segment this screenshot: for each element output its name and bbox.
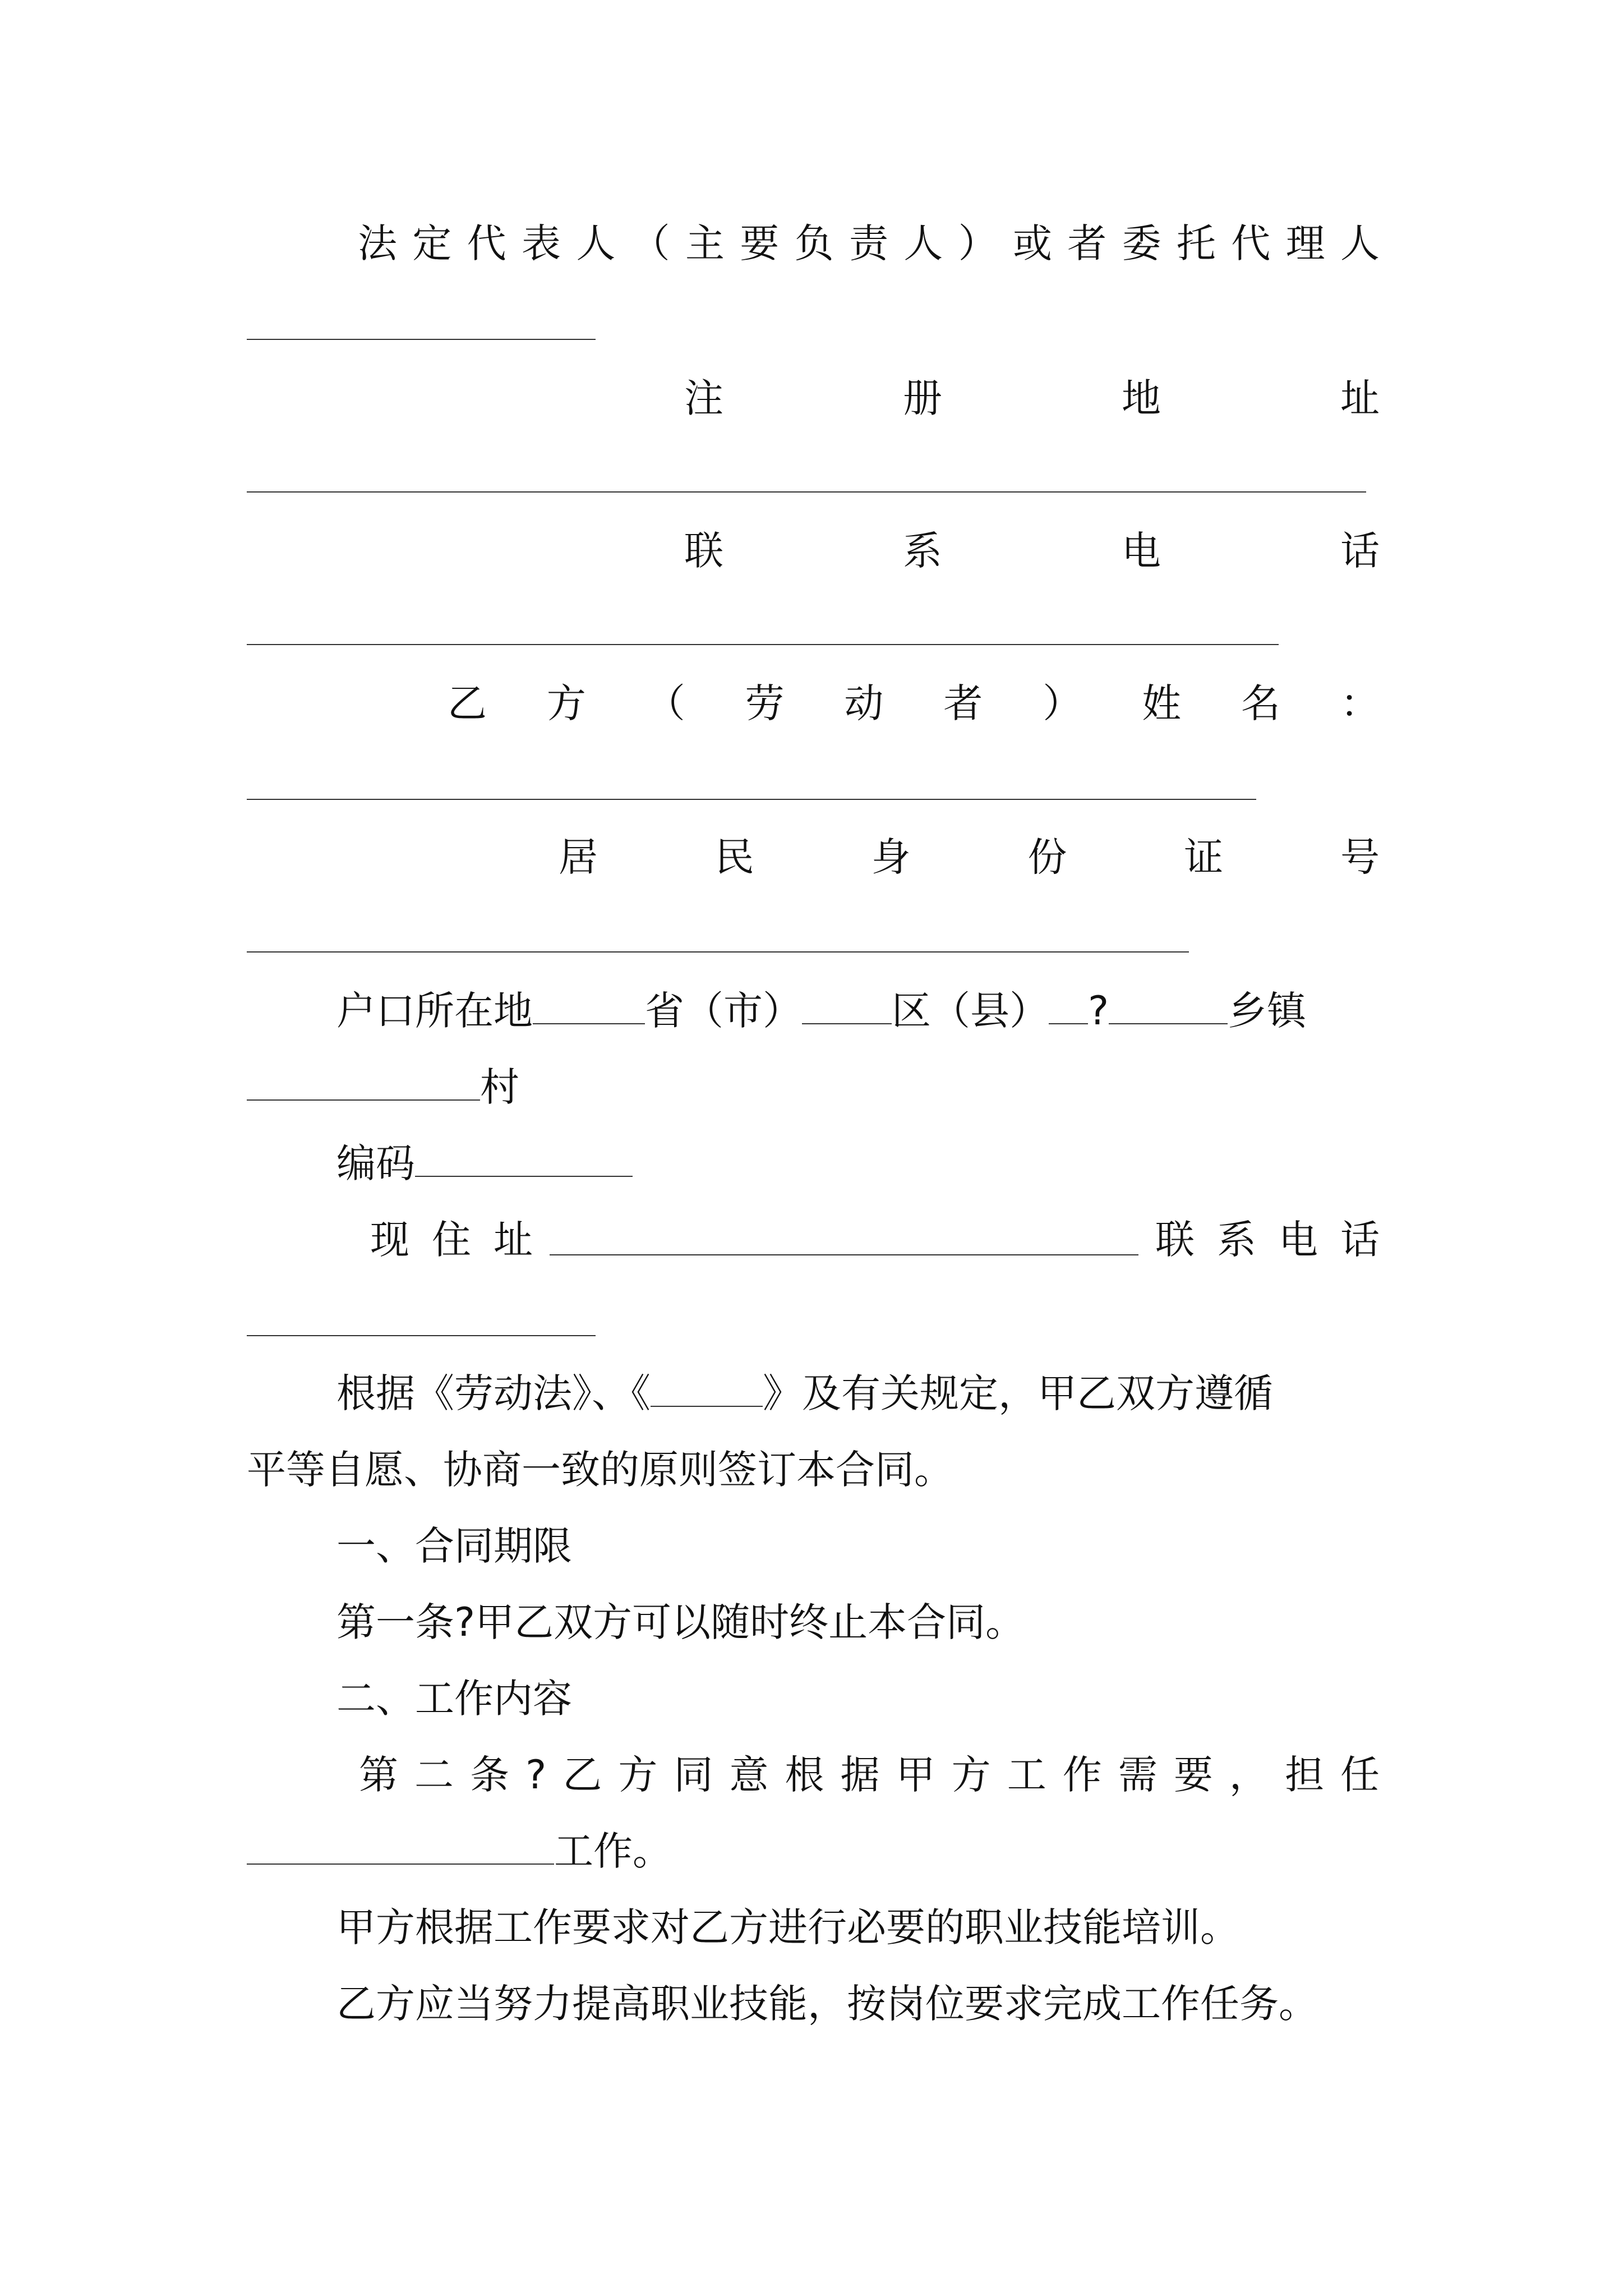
article-2-char: 方 [618, 1752, 658, 1798]
article-2-char: 据 [840, 1752, 880, 1798]
current-phone-char: 话 [1340, 1217, 1380, 1263]
party-b-name-char: ： [1340, 680, 1380, 726]
legal-representative-char: 定 [412, 220, 452, 266]
hukou-village-line [247, 1059, 519, 1115]
registered-address-char: 注 [684, 375, 723, 421]
id-number-char: 份 [1027, 834, 1067, 880]
party-b-name-blank [247, 799, 1256, 800]
registered-address-char: 址 [1340, 375, 1380, 421]
legal-representative-char: 责 [849, 220, 888, 266]
job-title-blank [247, 1829, 554, 1865]
id-number-char: 居 [559, 834, 598, 880]
basis-paragraph-line2: 平等自愿、协商一致的原则签订本合同。 [247, 1447, 953, 1493]
contact-phone-char: 系 [903, 528, 942, 574]
article-2-char: 需 [1118, 1752, 1158, 1798]
registered-address-char: 册 [903, 375, 942, 421]
duty-clause: 乙方应当努力提高职业技能，按岗位要求完成工作任务。 [336, 1981, 1318, 2027]
legal-representative-char: 人 [576, 220, 616, 266]
hukou-province-blank [533, 988, 645, 1024]
party-b-name-char: 者 [943, 680, 983, 726]
article-2-char: 要 [1173, 1752, 1213, 1798]
hukou-mark: ? [1088, 988, 1109, 1034]
article-2-char: 二 [414, 1752, 454, 1798]
article-2-char: 乙 [562, 1752, 602, 1798]
party-b-name-label [448, 675, 1380, 731]
party-b-name-char: 方 [546, 680, 586, 726]
hukou-street-blank [1049, 988, 1088, 1024]
article-2-char: 担 [1284, 1752, 1324, 1798]
hukou-village: 村 [480, 1064, 519, 1110]
contact-phone-blank [247, 644, 1279, 645]
article-2-char: 第 [359, 1752, 398, 1798]
registered-address-blank [247, 491, 1366, 493]
current-address-blank [550, 1220, 1138, 1255]
legal-representative-char: 表 [521, 220, 561, 266]
id-number-char: 身 [871, 834, 911, 880]
current-phone-char: 联 [1155, 1217, 1195, 1263]
article-2-char: 条 [470, 1752, 510, 1798]
legal-representative-char: 理 [1285, 220, 1325, 266]
id-number-label [559, 829, 1380, 885]
current-address-line [370, 1212, 1380, 1268]
hukou-line [336, 983, 1306, 1039]
party-b-name-char: 乙 [448, 680, 487, 726]
legal-representative-char: 人 [1340, 220, 1380, 266]
id-number-char: 证 [1184, 834, 1224, 880]
article-2-char: 工 [1007, 1752, 1046, 1798]
article-2-suffix: 工作。 [554, 1828, 672, 1874]
legal-representative-char: ） [958, 220, 998, 266]
current-phone-blank [247, 1335, 596, 1336]
section-2-title: 二、工作内容 [336, 1676, 572, 1722]
postcode-blank [415, 1141, 633, 1177]
article-2-char: 意 [729, 1752, 769, 1798]
legal-representative-label [358, 215, 1380, 272]
article-2-char: ， [1229, 1752, 1269, 1798]
id-number-char: 民 [714, 834, 754, 880]
legal-representative-char: 代 [1231, 220, 1271, 266]
legal-representative-char: 人 [903, 220, 943, 266]
legal-representative-char: 主 [685, 220, 725, 266]
article-2-char: 方 [951, 1752, 991, 1798]
article-1: 第一条?甲乙双方可以随时终止本合同。 [336, 1599, 1025, 1645]
id-number-char: 号 [1340, 834, 1380, 880]
party-b-name-char: 名 [1241, 680, 1280, 726]
current-phone-char: 系 [1217, 1217, 1256, 1263]
hukou-town: 乡镇 [1228, 988, 1307, 1034]
legal-representative-char: 或 [1012, 220, 1052, 266]
legal-representative-blank [247, 339, 596, 340]
current-address-char: 现 [370, 1217, 409, 1263]
legal-representative-char: 法 [358, 220, 397, 266]
current-address-char: 住 [432, 1217, 471, 1263]
basis-text-1: 根据《劳动法》、《 [336, 1370, 651, 1416]
registered-address-char: 地 [1122, 375, 1161, 421]
article-2-line1 [359, 1747, 1380, 1803]
article-2-char: 甲 [896, 1752, 935, 1798]
legal-representative-char: 要 [740, 220, 780, 266]
legal-representative-char: 者 [1067, 220, 1107, 266]
article-2-char: ? [525, 1752, 547, 1798]
basis-text-2: 》及有关规定，甲乙双方遵循 [763, 1370, 1273, 1416]
postcode-line [336, 1135, 633, 1191]
article-2-char: 根 [785, 1752, 824, 1798]
id-number-blank [247, 951, 1189, 953]
current-address-label [370, 1212, 533, 1268]
hukou-district: 区（县） [892, 988, 1049, 1034]
contact-phone-char: 联 [684, 528, 723, 574]
legal-representative-char: 托 [1176, 220, 1216, 266]
article-2-char: 作 [1062, 1752, 1102, 1798]
training-clause: 甲方根据工作要求对乙方进行必要的职业技能培训。 [336, 1904, 1239, 1950]
basis-paragraph-line1 [336, 1365, 1273, 1421]
article-2-line2 [247, 1823, 672, 1879]
section-1-title: 一、合同期限 [336, 1523, 572, 1569]
registered-address-label [684, 370, 1380, 426]
party-b-name-char: （ [645, 680, 685, 726]
contact-phone-char: 电 [1122, 528, 1161, 574]
article-2-char: 任 [1340, 1752, 1380, 1798]
party-b-name-char: 动 [844, 680, 884, 726]
legal-representative-char: 委 [1122, 220, 1161, 266]
party-b-name-char: 姓 [1142, 680, 1182, 726]
hukou-town-blank [1109, 988, 1228, 1024]
legal-representative-char: 负 [794, 220, 834, 266]
legal-representative-char: （ [630, 220, 670, 266]
hukou-village-blank [247, 1065, 480, 1101]
hukou-district-blank [802, 988, 892, 1024]
hukou-province: 省（市） [645, 988, 802, 1034]
legal-representative-char: 代 [467, 220, 506, 266]
postcode-label: 编码 [336, 1140, 415, 1186]
current-address-char: 址 [494, 1217, 533, 1263]
article-2-char: 同 [674, 1752, 713, 1798]
contact-phone-char: 话 [1340, 528, 1380, 574]
hukou-label: 户口所在地 [336, 988, 533, 1034]
current-phone-char: 电 [1279, 1217, 1318, 1263]
party-b-name-char: ） [1043, 680, 1082, 726]
contact-phone-label [684, 523, 1380, 579]
law-name-blank [651, 1371, 763, 1407]
party-b-name-char: 劳 [745, 680, 785, 726]
current-phone-label [1155, 1212, 1380, 1268]
